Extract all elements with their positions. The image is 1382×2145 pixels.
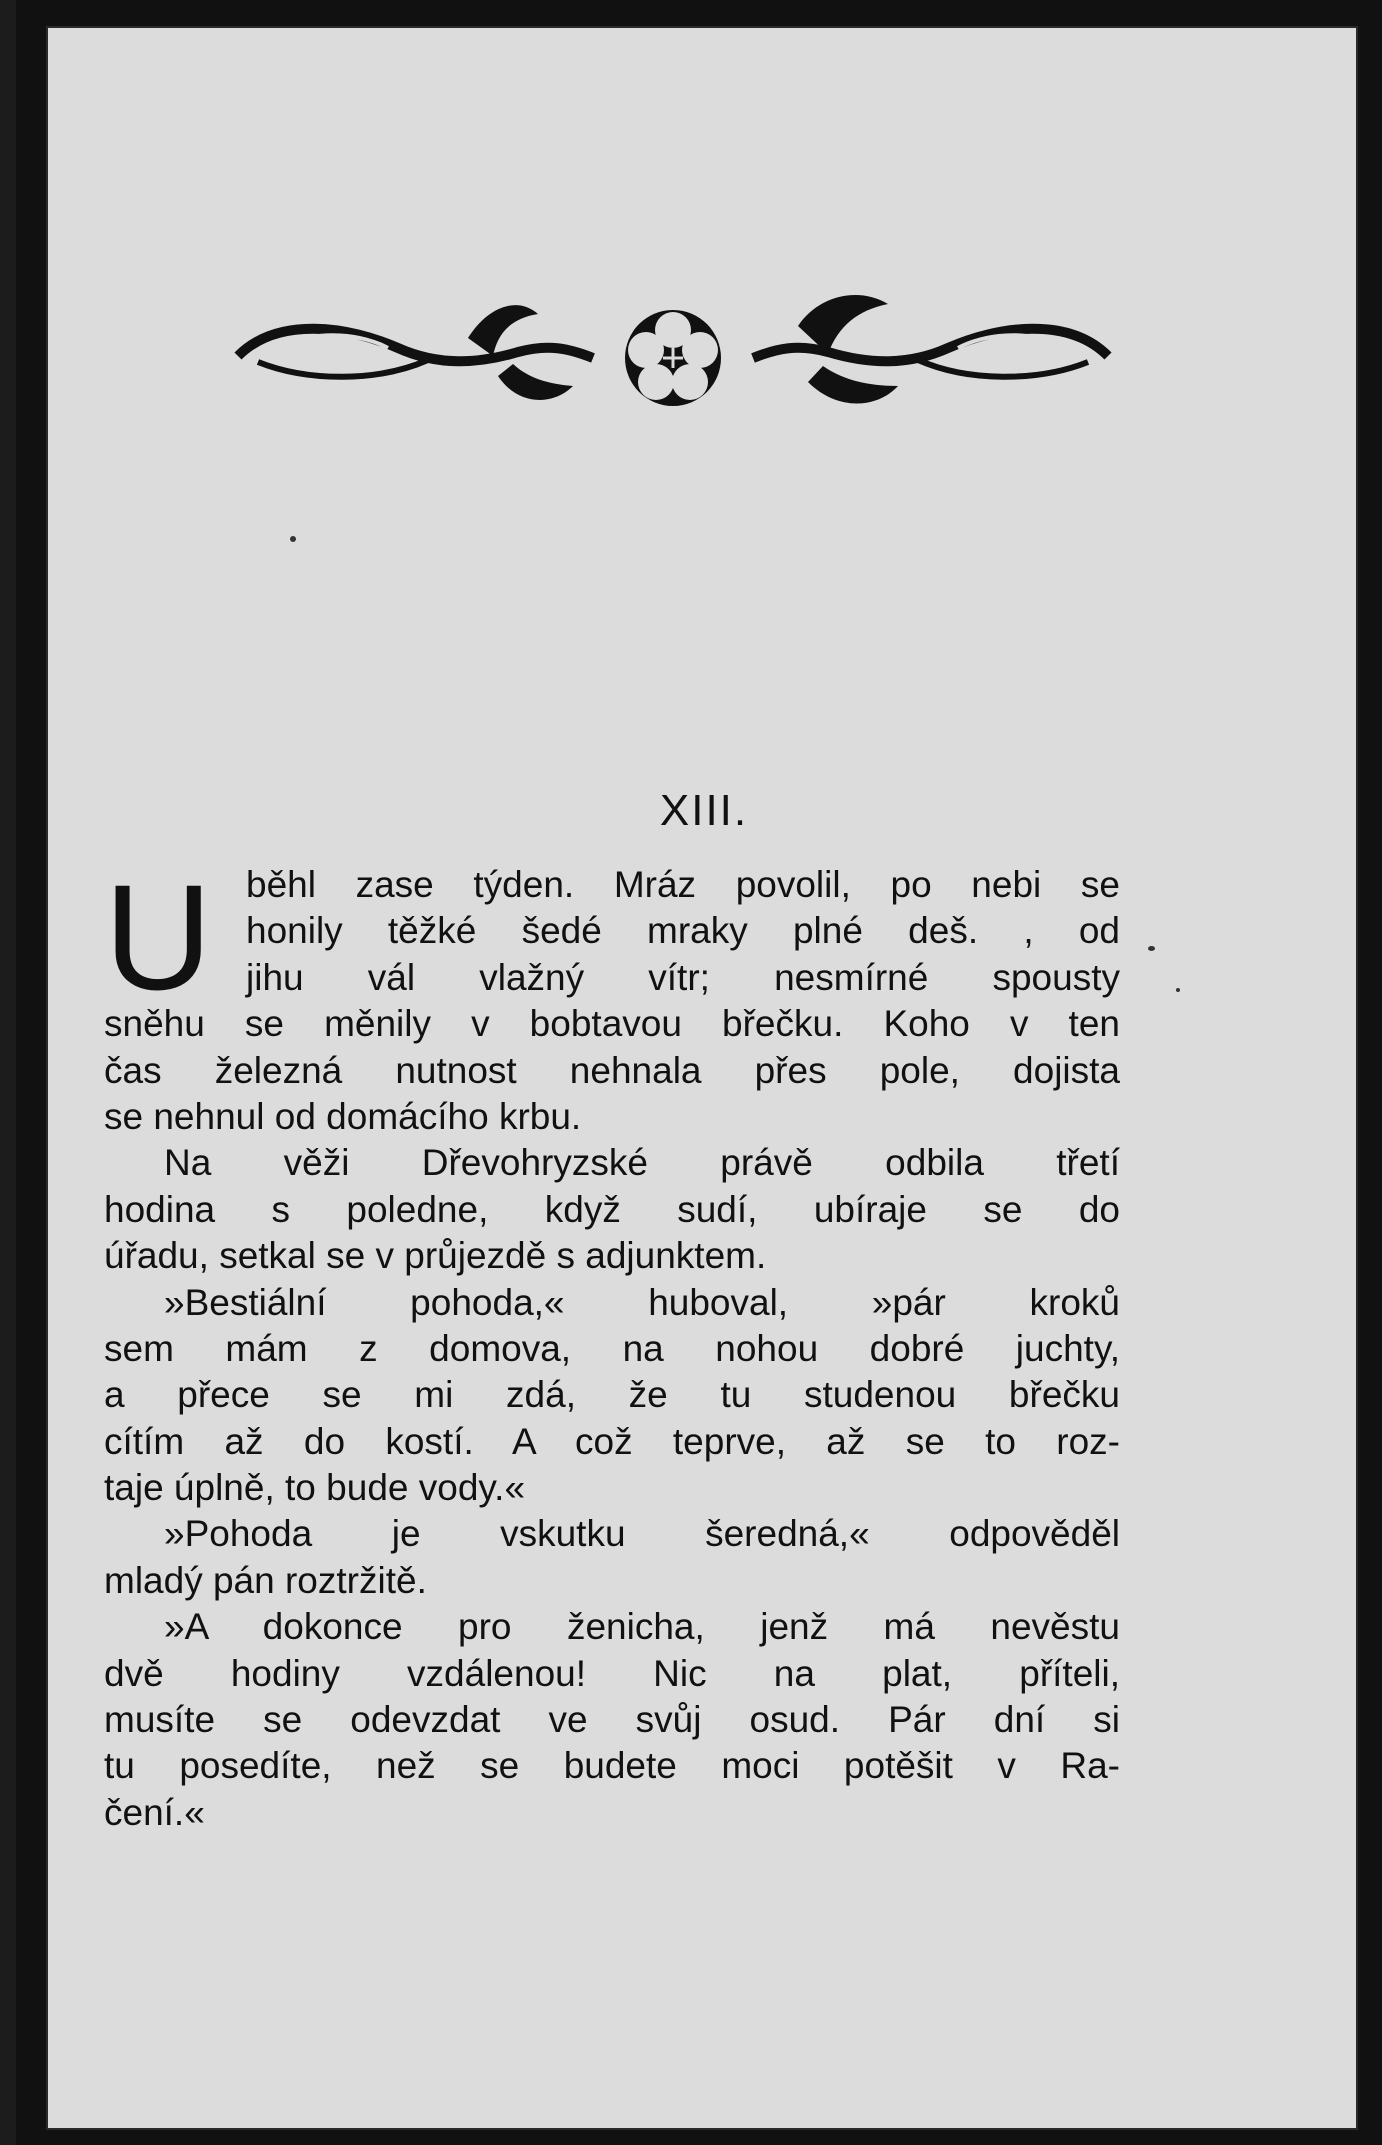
paragraph-4 (104, 1511, 1120, 1604)
text-line: »A dokonce pro ženicha, jenž má nevěstu (164, 1606, 1120, 1648)
text-line: čas železná nutnost nehnala přes pole, dojista (104, 1049, 1120, 1091)
text-line: Na věži Dřevohryzské právě odbila třetí (164, 1142, 1120, 1184)
paragraph-2 (104, 1140, 1120, 1279)
text-line: taje úplně, to bude vody.« (104, 1467, 526, 1509)
text-line: »Bestiální pohoda,« huboval, »pár kroků (164, 1281, 1120, 1323)
chapter-text (104, 853, 1120, 1836)
text-line: a přece se mi zdá, že tu studenou břečku (104, 1374, 1120, 1416)
print-speck (1176, 988, 1180, 992)
page-edge (0, 0, 16, 2145)
paragraph-3 (104, 1280, 1120, 1512)
text-line: »Pohoda je vskutku šeredná,« odpověděl (164, 1513, 1120, 1555)
text-line: dvě hodiny vzdálenou! Nic na plat, příteli, (104, 1652, 1120, 1694)
text-line: sněhu se měnily v bobtavou břečku. Koho v ten (104, 1003, 1120, 1045)
text-line: úřadu, setkal se v průjezdě s adjunktem. (104, 1235, 767, 1277)
text-line: musíte se odevzdat ve svůj osud. Pár dní si (104, 1699, 1120, 1741)
text-line: tu posedíte, než se budete moci potěšit v Ra- (104, 1745, 1120, 1787)
drop-cap: U (104, 853, 213, 1021)
text-line: mladý pán roztržitě. (104, 1559, 427, 1601)
chapter-number: XIII. (659, 786, 749, 835)
text-line: běhl zase týden. Mráz povolil, po nebi se (246, 864, 1120, 905)
text-line: se nehnul od domácího krbu. (104, 1095, 582, 1137)
print-speck (290, 536, 296, 542)
text-line: honily těžké šedé mraky plné deš. , od (246, 910, 1120, 952)
text-line: jihu vál vlažný vítr; nesmírné spousty (246, 956, 1120, 998)
print-speck (1148, 946, 1155, 951)
paragraph-5 (104, 1604, 1120, 1836)
paragraph-1 (104, 853, 1120, 1140)
text-line: čení.« (104, 1791, 205, 1833)
floral-vignette-icon (198, 286, 1148, 426)
text-line: cítím až do kostí. A což teprve, až se to roz- (104, 1420, 1120, 1462)
text-line: sem mám z domova, na nohou dobré juchty, (104, 1327, 1120, 1369)
text-line: hodina s poledne, když sudí, ubíraje se do (104, 1188, 1120, 1230)
